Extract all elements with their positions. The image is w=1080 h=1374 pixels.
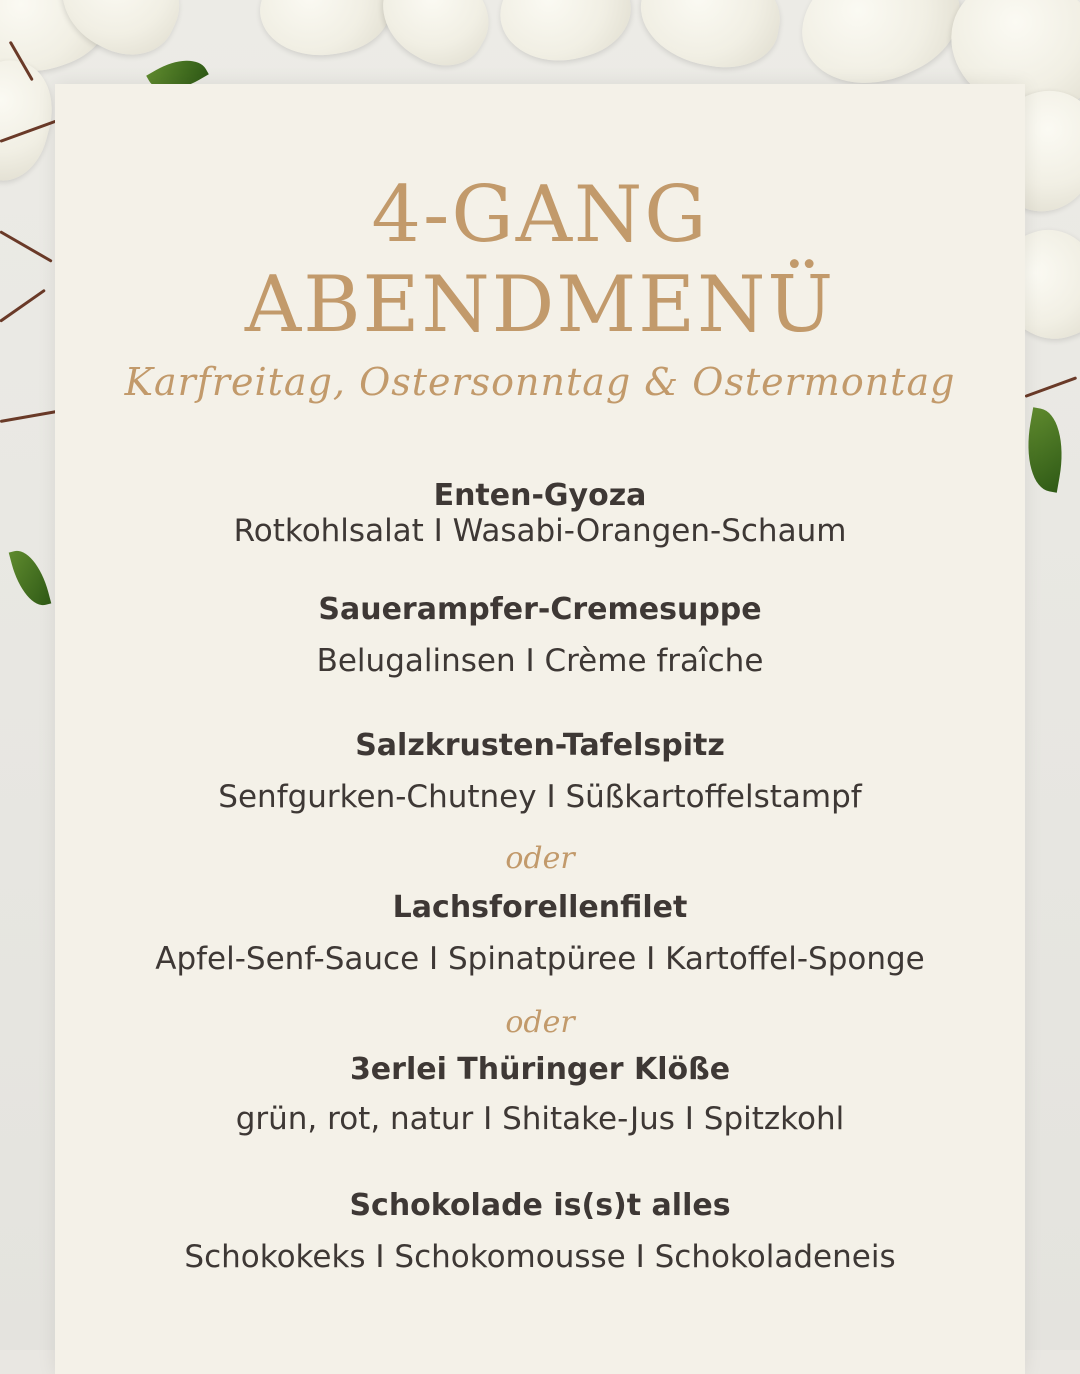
course-name: Lachsforellenfilet [392,890,688,925]
separator-oder: oder [505,841,575,876]
course-name: Salzkrusten-Tafelspitz [355,728,725,763]
menu-title-line1: 4-GANG [371,170,709,260]
course-name: Enten-Gyoza [433,478,647,513]
course-name: Schokolade is(s)t alles [349,1188,731,1223]
course-description: Apfel-Senf-Sauce I Spinatpüree I Kartoffel-Sponge [155,941,925,977]
course-description: Senfgurken-Chutney I Süßkartoffelstampf [218,779,862,815]
course-description: Schokokeks I Schokomousse I Schokoladeneis [184,1239,896,1275]
separator-oder: oder [505,1005,575,1040]
menu-subtitle: Karfreitag, Ostersonntag & Ostermontag [124,360,956,404]
course-name: 3erlei Thüringer Klöße [349,1052,731,1087]
menu-title-line2: ABENDMENÜ [244,260,836,350]
course-description: Rotkohlsalat I Wasabi-Orangen-Schaum [233,513,847,549]
course-description: grün, rot, natur I Shitake-Jus I Spitzkohl [235,1101,845,1137]
course-description: Belugalinsen I Crème fraîche [316,643,764,679]
course-name: Sauerampfer-Cremesuppe [318,592,762,627]
menu-card [55,84,1025,1374]
